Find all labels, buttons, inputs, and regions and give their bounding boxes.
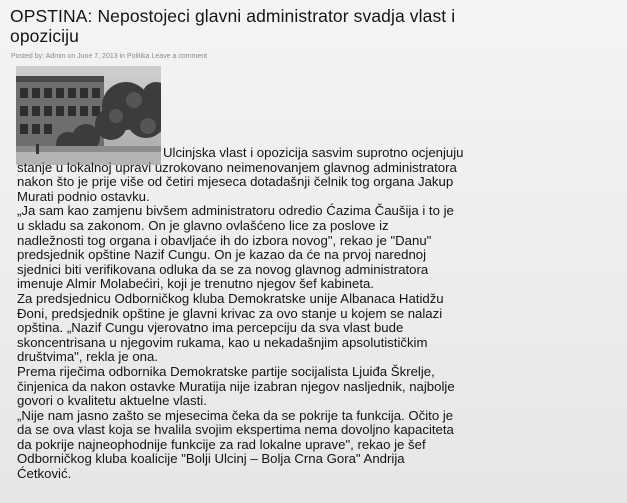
body-line: da pokrije najneophodnije funkcije za rad lokalne uprave", rekao je šef xyxy=(17,436,426,452)
title-line-2: opoziciju xyxy=(10,26,79,46)
body-line: Ćetković. xyxy=(17,466,72,482)
article-title xyxy=(10,6,610,46)
body-line: društvima", rekla je ona. xyxy=(17,349,159,365)
body-line: imenuje Almir Molabećiri, koji je trenutno njegov šef kabineta. xyxy=(17,276,374,292)
body-line: činjenica da nakon ostavke Muratija nije izabran njegov nasljednik, najbolje xyxy=(17,378,455,394)
body-line: stanje u lokalnoj upravi uzrokovano neimenovanjem glavnog administratora xyxy=(17,159,457,175)
body-line: skoncentrisana u njegovim rukama, kao u nekadašnjim apsolutističkim xyxy=(17,334,428,350)
body-line: da se ova vlast koja se hvalila svojim ekspertima nema dovoljno kapaciteta xyxy=(17,422,454,438)
article-body xyxy=(17,146,617,482)
body-line: Za predsjednicu Odborničkog kluba Demokratske unije Albanaca Hatidžu xyxy=(17,290,444,306)
body-line: „Nije nam jasno zašto se mjesecima čeka da se pokrije ta funkcija. Očito je xyxy=(17,407,454,423)
body-line: nadležnosti tog organa i obavljaće ih do izbora novog", rekao je "Danu" xyxy=(17,232,432,248)
body-line: Murati podnio ostavku. xyxy=(17,188,150,204)
body-line: predsjednik opštine Nazif Cungu. On je kazao da će na prvoj narednoj xyxy=(17,247,427,263)
body-line: Đoni, predsjednik opštine je glavni krivac za ovo stanje u kojem se nalazi xyxy=(17,305,443,321)
body-line: u skladu sa zakonom. On je glavno ovlašćeno lice za poslove iz xyxy=(17,217,389,233)
post-meta: Posted by: Admin on June 7, 2013 in Politika Leave a comment xyxy=(11,53,208,60)
body-line: Odborničkog kluba koalicije "Bolji Ulcinj – Bolja Crna Gora" Andrija xyxy=(17,451,405,467)
body-line: Ulcinjska vlast i opozicija sasvim suprotno ocjenjuju xyxy=(163,145,464,160)
body-line: sjednici biti verifikovana odluka da se za novog glavnog administratora xyxy=(17,261,429,277)
body-line: „Ja sam kao zamjenu bivšem administratoru odredio Ćazima Čaušija i to je xyxy=(17,203,454,219)
body-line: nakon što je prije više od četiri mjeseca dotadašnji čelnik tog organa Jakup xyxy=(17,174,454,190)
title-line-1: OPSTINA: Nepostojeci glavni administrator svadja vlast i xyxy=(10,6,456,26)
body-line: govori o kvalitetu aktuelne vlasti. xyxy=(17,393,207,409)
body-line: Prema riječima odbornika Demokratske partije socijalista Ljuiđa Škrelje, xyxy=(17,363,435,379)
body-line: opština. „Nazif Cungu vjerovatno ima percepciju da sva vlast bude xyxy=(17,320,404,336)
